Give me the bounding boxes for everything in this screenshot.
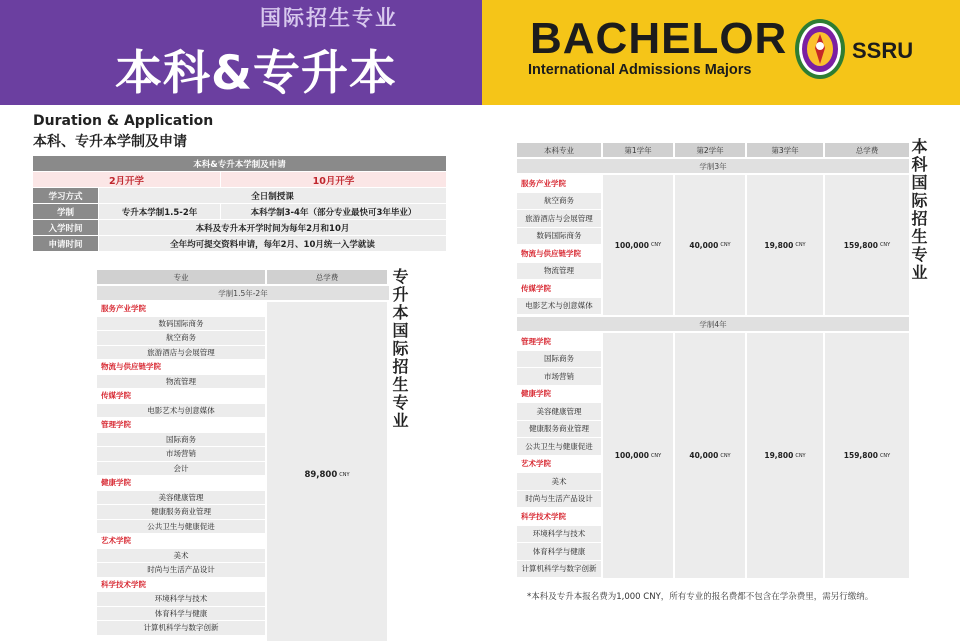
school-name: 科学技术学院 — [517, 508, 601, 526]
bachelor-heading: BACHELOR — [530, 14, 788, 63]
bachelor-block — [517, 175, 909, 315]
bachelor-vertical-title: 本科国际招生专业 — [909, 138, 928, 282]
year3-fee — [747, 175, 825, 315]
bachelor-block — [517, 333, 909, 578]
school-name: 艺术学院 — [97, 534, 265, 549]
year1-fee — [603, 333, 675, 578]
major-name: 旅游酒店与会展管理 — [517, 210, 601, 228]
major-name: 电影艺术与创意媒体 — [97, 404, 265, 419]
major-name: 健康服务商业管理 — [97, 505, 265, 520]
major-name: 旅游酒店与会展管理 — [97, 346, 265, 361]
major-name: 计算机科学与数字创新 — [517, 561, 601, 579]
row-label-intake-time: 入学时间 — [33, 220, 99, 236]
fee-value: 100,000 — [614, 240, 649, 250]
row-label-application-time: 申请时间 — [33, 236, 99, 252]
major-name: 时尚与生活产品设计 — [517, 491, 601, 509]
school-name: 传媒学院 — [97, 389, 265, 404]
duration-bachelor-value: 本科学制3-4年（部分专业最快可3年毕业） — [221, 204, 447, 220]
intake-time-value: 本科及专升本开学时间为每年2月和10月 — [99, 220, 447, 236]
header-title: 本科&专升本 — [115, 46, 397, 101]
upgrade-majors-list — [97, 302, 267, 641]
upgrade-total-fee — [267, 302, 387, 641]
fee-currency: CNY — [795, 452, 806, 459]
school-name: 服务产业学院 — [517, 175, 601, 193]
application-time-value: 全年均可提交资料申请，每年2月、10月统一入学就读 — [99, 236, 447, 252]
major-name: 公共卫生与健康促进 — [517, 438, 601, 456]
fee-currency: CNY — [650, 452, 662, 459]
school-name: 健康学院 — [97, 476, 265, 491]
major-name: 物流管理 — [97, 375, 265, 390]
fee-currency: CNY — [720, 452, 731, 459]
application-fee-footnote: *本科及专升本报名费为1,000 CNY，所有专业的报名费都不包含在学杂费里，需另行缴纳。 — [527, 592, 874, 602]
school-name: 物流与供应链学院 — [97, 360, 265, 375]
major-name: 体育科学与健康 — [97, 607, 265, 622]
header-subtitle: 国际招生专业 — [260, 6, 398, 30]
major-name: 健康服务商业管理 — [517, 421, 601, 439]
school-name: 服务产业学院 — [97, 302, 265, 317]
year1-fee — [603, 175, 675, 315]
bachelor-col-total: 总学费 — [825, 143, 909, 157]
school-name: 管理学院 — [97, 418, 265, 433]
intake-oct: 10月开学 — [221, 172, 447, 188]
year2-fee — [675, 175, 747, 315]
bachelor-majors-list — [517, 333, 603, 578]
fee-currency: CNY — [650, 242, 662, 248]
major-name: 公共卫生与健康促进 — [97, 520, 265, 535]
fee-value: 40,000 — [689, 451, 719, 460]
upgrade-col-major: 专业 — [97, 270, 267, 284]
school-name: 管理学院 — [517, 333, 601, 351]
upgrade-duration: 学制1.5年-2年 — [97, 286, 389, 300]
major-name: 环境科学与技术 — [97, 592, 265, 607]
fee-currency: CNY — [795, 242, 806, 248]
year2-fee — [675, 333, 747, 578]
bachelor-col-major: 本科专业 — [517, 143, 603, 157]
major-name: 电影艺术与创意媒体 — [517, 298, 601, 316]
major-name: 美容健康管理 — [517, 403, 601, 421]
university-name: SSRU — [852, 38, 914, 63]
fee-value: 100,000 — [614, 451, 649, 460]
major-name: 计算机科学与数字创新 — [97, 621, 265, 636]
school-name: 科学技术学院 — [97, 578, 265, 593]
upgrade-fee-value: 89,800 — [304, 469, 338, 480]
upgrade-fee-currency: CNY — [339, 471, 350, 478]
bachelor-duration: 学制3年 — [517, 159, 909, 173]
year3-fee — [747, 333, 825, 578]
duration-upgrade-value: 专升本学制1.5-2年 — [99, 204, 221, 220]
major-name: 数码国际商务 — [517, 228, 601, 246]
major-name: 航空商务 — [97, 331, 265, 346]
total-fee — [825, 333, 909, 578]
major-name: 美术 — [97, 549, 265, 564]
major-name: 美术 — [517, 473, 601, 491]
upgrade-vertical-title: 专升本国际招生专业 — [390, 268, 409, 430]
header-purple-banner — [0, 0, 482, 105]
bachelor-majors-list — [517, 175, 603, 315]
major-name: 国际商务 — [517, 351, 601, 369]
header-yellow-banner — [482, 0, 960, 105]
fee-currency: CNY — [720, 242, 731, 248]
fee-value: 159,800 — [843, 451, 878, 460]
fee-value: 19,800 — [764, 451, 794, 460]
major-name: 市场营销 — [517, 368, 601, 386]
major-name: 物流管理 — [517, 263, 601, 281]
school-name: 传媒学院 — [517, 280, 601, 298]
bachelor-col-year1: 第1学年 — [603, 143, 675, 157]
fee-currency: CNY — [879, 242, 891, 248]
intake-feb: 2月开学 — [33, 172, 221, 188]
total-fee — [825, 175, 909, 315]
bachelor-majors-table — [517, 143, 909, 578]
bachelor-col-year3: 第3学年 — [747, 143, 825, 157]
fee-currency: CNY — [879, 452, 891, 459]
major-name: 市场营销 — [97, 447, 265, 462]
school-name: 艺术学院 — [517, 456, 601, 474]
intl-admissions-subheading: International Admissions Majors — [528, 62, 752, 78]
fee-value: 159,800 — [843, 240, 878, 250]
major-name: 国际商务 — [97, 433, 265, 448]
major-name: 数码国际商务 — [97, 317, 265, 332]
major-name: 环境科学与技术 — [517, 526, 601, 544]
study-mode-value: 全日制授课 — [99, 188, 447, 204]
row-label-duration: 学制 — [33, 204, 99, 220]
row-label-study-mode: 学习方式 — [33, 188, 99, 204]
major-name: 时尚与生活产品设计 — [97, 563, 265, 578]
fee-value: 19,800 — [764, 240, 794, 250]
duration-table — [33, 156, 447, 252]
section-title-en: Duration & Application — [33, 113, 214, 129]
section-title-cn: 本科、专升本学制及申请 — [33, 134, 187, 150]
school-name: 物流与供应链学院 — [517, 245, 601, 263]
fee-value: 40,000 — [689, 240, 719, 250]
major-name: 会计 — [97, 462, 265, 477]
bachelor-col-year2: 第2学年 — [675, 143, 747, 157]
upgrade-col-fee: 总学费 — [267, 270, 387, 284]
bachelor-duration: 学制4年 — [517, 317, 909, 331]
major-name: 航空商务 — [517, 193, 601, 211]
university-seal-logo — [794, 18, 846, 80]
school-name: 健康学院 — [517, 386, 601, 404]
major-name: 体育科学与健康 — [517, 543, 601, 561]
duration-table-header: 本科&专升本学制及申请 — [33, 156, 447, 172]
major-name: 美容健康管理 — [97, 491, 265, 506]
upgrade-majors-table — [97, 270, 389, 641]
